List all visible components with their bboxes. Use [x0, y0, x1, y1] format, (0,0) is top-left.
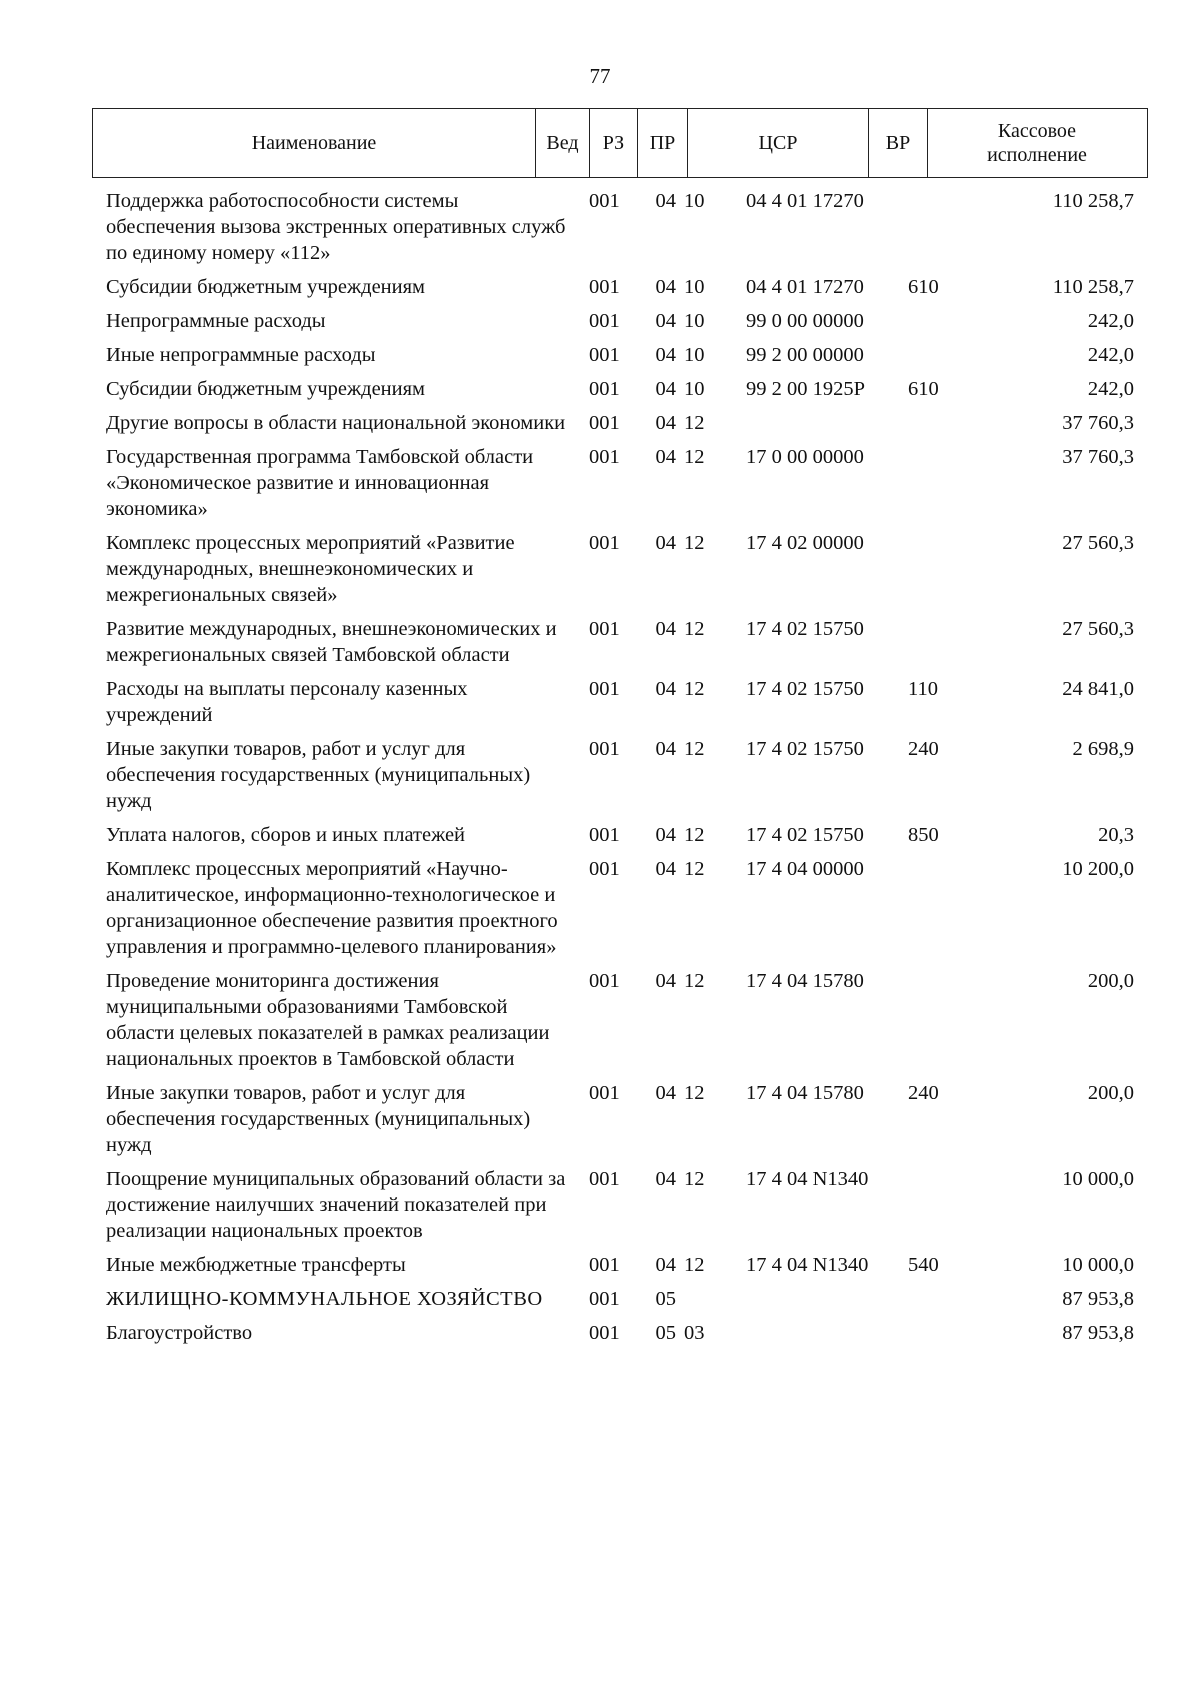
row-vr: 110 [908, 678, 938, 700]
row-sum: 242,0 [1087, 310, 1134, 332]
header-sum: Кассовое исполнение [987, 120, 1087, 166]
row-pr: 12 [684, 1168, 705, 1190]
table-row [92, 1286, 1148, 1312]
row-ved: 001 [589, 190, 620, 212]
row-pr: 10 [684, 378, 705, 400]
row-rz: 04 [655, 678, 676, 700]
row-name: Уплата налогов, сборов и иных платежей [106, 824, 466, 846]
row-csr: 17 4 04 N1340 [746, 1168, 869, 1190]
row-pr: 12 [684, 1254, 705, 1276]
row-pr: 10 [684, 190, 705, 212]
row-rz: 04 [655, 378, 676, 400]
row-rz: 04 [655, 824, 676, 846]
row-sum: 2 698,9 [1072, 738, 1134, 760]
row-pr: 12 [684, 618, 705, 640]
row-vr: 610 [908, 276, 939, 298]
row-ved: 001 [589, 678, 620, 700]
row-rz: 04 [655, 970, 676, 992]
row-sum: 10 000,0 [1062, 1254, 1134, 1276]
row-pr: 12 [684, 1082, 705, 1104]
row-name: Иные закупки товаров, работ и услуг для обеспечения государственных (муниципальных) нужд [106, 1082, 531, 1156]
row-rz: 04 [655, 858, 676, 880]
row-ved: 001 [589, 618, 620, 640]
row-vr: 240 [908, 1082, 939, 1104]
row-sum: 242,0 [1087, 378, 1134, 400]
row-ved: 001 [589, 1254, 620, 1276]
row-csr: 17 4 04 N1340 [746, 1254, 869, 1276]
table-row [92, 274, 1148, 300]
row-csr: 17 4 02 15750 [746, 738, 864, 760]
row-pr: 03 [684, 1322, 705, 1344]
row-ved: 001 [589, 310, 620, 332]
table-row [92, 342, 1148, 368]
row-ved: 001 [589, 970, 620, 992]
row-csr: 99 2 00 1925P [746, 378, 866, 400]
row-pr: 12 [684, 738, 705, 760]
row-sum: 110 258,7 [1052, 276, 1134, 298]
table-row [92, 308, 1148, 334]
row-csr: 99 2 00 00000 [746, 344, 864, 366]
row-name: Иные закупки товаров, работ и услуг для обеспечения государственных (муниципальных) нужд [106, 738, 531, 812]
row-ved: 001 [589, 1322, 620, 1344]
row-sum: 37 760,3 [1062, 412, 1134, 434]
row-vr: 850 [908, 824, 939, 846]
row-sum: 242,0 [1087, 344, 1134, 366]
table-body [92, 188, 1148, 1354]
row-name: Развитие международных, внешнеэкономических и межрегиональных связей Тамбовской области [106, 618, 557, 666]
row-pr: 12 [684, 412, 705, 434]
row-name: Иные межбюджетные трансферты [106, 1254, 406, 1276]
row-name: Благоустройство [106, 1322, 253, 1344]
row-rz: 04 [655, 1254, 676, 1276]
header-ved: Вед [536, 109, 590, 177]
table-row [92, 856, 1148, 960]
table-row [92, 410, 1148, 436]
table-row [92, 822, 1148, 848]
row-rz: 04 [655, 276, 676, 298]
table-row [92, 444, 1148, 522]
header-name: Наименование [93, 109, 536, 177]
row-csr: 17 0 00 00000 [746, 446, 864, 468]
row-name: Государственная программа Тамбовской области «Экономическое развитие и инновационная экономика» [106, 446, 534, 520]
table-row [92, 1252, 1148, 1278]
row-sum: 10 000,0 [1062, 1168, 1134, 1190]
row-rz: 04 [655, 344, 676, 366]
row-ved: 001 [589, 1288, 620, 1310]
header-rz: РЗ [590, 109, 638, 177]
row-csr: 04 4 01 17270 [746, 276, 864, 298]
row-sum: 10 200,0 [1062, 858, 1134, 880]
row-ved: 001 [589, 412, 620, 434]
row-name: Субсидии бюджетным учреждениям [106, 276, 426, 298]
row-ved: 001 [589, 1082, 620, 1104]
row-csr: 17 4 04 00000 [746, 858, 864, 880]
header-pr: ПР [638, 109, 688, 177]
row-name: Поддержка работоспособности системы обеспечения вызова экстренных оперативных служб по единому номеру «112» [106, 190, 566, 264]
row-vr: 610 [908, 378, 939, 400]
row-sum: 200,0 [1087, 970, 1134, 992]
row-name: ЖИЛИЩНО-КОММУНАЛЬНОЕ ХОЗЯЙСТВО [106, 1288, 543, 1310]
table-row [92, 188, 1148, 266]
row-name: Расходы на выплаты персоналу казенных учреждений [106, 678, 468, 726]
row-sum: 110 258,7 [1052, 190, 1134, 212]
row-csr: 17 4 04 15780 [746, 970, 864, 992]
table-row [92, 968, 1148, 1072]
row-name: Комплекс процессных мероприятий «Научно-аналитическое, информационно-технологическое и организационное обеспечение развития проектного управления и программно-целевого планирования» [106, 858, 558, 958]
row-ved: 001 [589, 824, 620, 846]
table-row [92, 1080, 1148, 1158]
row-pr: 10 [684, 276, 705, 298]
table-row [92, 1166, 1148, 1244]
row-pr: 12 [684, 970, 705, 992]
row-sum: 24 841,0 [1062, 678, 1134, 700]
row-sum: 200,0 [1087, 1082, 1134, 1104]
row-rz: 05 [655, 1322, 676, 1344]
table-header [92, 108, 1148, 178]
row-pr: 12 [684, 532, 705, 554]
row-sum: 27 560,3 [1062, 618, 1134, 640]
row-csr: 17 4 02 15750 [746, 678, 864, 700]
row-sum: 27 560,3 [1062, 532, 1134, 554]
row-csr: 17 4 02 15750 [746, 618, 864, 640]
row-pr: 12 [684, 678, 705, 700]
row-rz: 04 [655, 1168, 676, 1190]
row-ved: 001 [589, 1168, 620, 1190]
row-vr: 240 [908, 738, 939, 760]
row-name: Субсидии бюджетным учреждениям [106, 378, 426, 400]
row-sum: 87 953,8 [1062, 1322, 1134, 1344]
header-csr: ЦСР [688, 109, 869, 177]
row-sum: 20,3 [1098, 824, 1134, 846]
row-ved: 001 [589, 276, 620, 298]
row-vr: 540 [908, 1254, 939, 1276]
row-name: Комплекс процессных мероприятий «Развитие международных, внешнеэкономических и межрегиональных связей» [106, 532, 515, 606]
row-name: Иные непрограммные расходы [106, 344, 376, 366]
row-csr: 17 4 02 15750 [746, 824, 864, 846]
row-pr: 10 [684, 344, 705, 366]
row-rz: 04 [655, 618, 676, 640]
row-csr: 04 4 01 17270 [746, 190, 864, 212]
header-vr: ВР [869, 109, 928, 177]
table-row [92, 530, 1148, 608]
row-csr: 17 4 02 00000 [746, 532, 864, 554]
row-rz: 04 [655, 532, 676, 554]
row-name: Другие вопросы в области национальной экономики [106, 412, 566, 434]
row-sum: 37 760,3 [1062, 446, 1134, 468]
row-csr: 99 0 00 00000 [746, 310, 864, 332]
row-csr: 17 4 04 15780 [746, 1082, 864, 1104]
row-name: Непрограммные расходы [106, 310, 326, 332]
row-ved: 001 [589, 446, 620, 468]
row-ved: 001 [589, 344, 620, 366]
page-number: 77 [589, 64, 611, 88]
row-pr: 10 [684, 310, 705, 332]
row-ved: 001 [589, 378, 620, 400]
row-rz: 04 [655, 1082, 676, 1104]
row-rz: 05 [655, 1288, 676, 1310]
row-name: Проведение мониторинга достижения муниципальными образованиями Тамбовской области целевых показателей в рамках реализации национальных проектов в Тамбовской области [106, 970, 550, 1070]
table-row [92, 616, 1148, 668]
row-rz: 04 [655, 412, 676, 434]
table-row [92, 376, 1148, 402]
table-row [92, 1320, 1148, 1346]
row-ved: 001 [589, 738, 620, 760]
table-row [92, 676, 1148, 728]
table-row [92, 736, 1148, 814]
row-rz: 04 [655, 190, 676, 212]
row-sum: 87 953,8 [1062, 1288, 1134, 1310]
row-pr: 12 [684, 858, 705, 880]
row-pr: 12 [684, 446, 705, 468]
row-rz: 04 [655, 738, 676, 760]
row-name: Поощрение муниципальных образований области за достижение наилучших значений показателей при реализации национальных проектов [106, 1168, 566, 1242]
row-pr: 12 [684, 824, 705, 846]
row-rz: 04 [655, 310, 676, 332]
row-ved: 001 [589, 858, 620, 880]
row-ved: 001 [589, 532, 620, 554]
row-rz: 04 [655, 446, 676, 468]
